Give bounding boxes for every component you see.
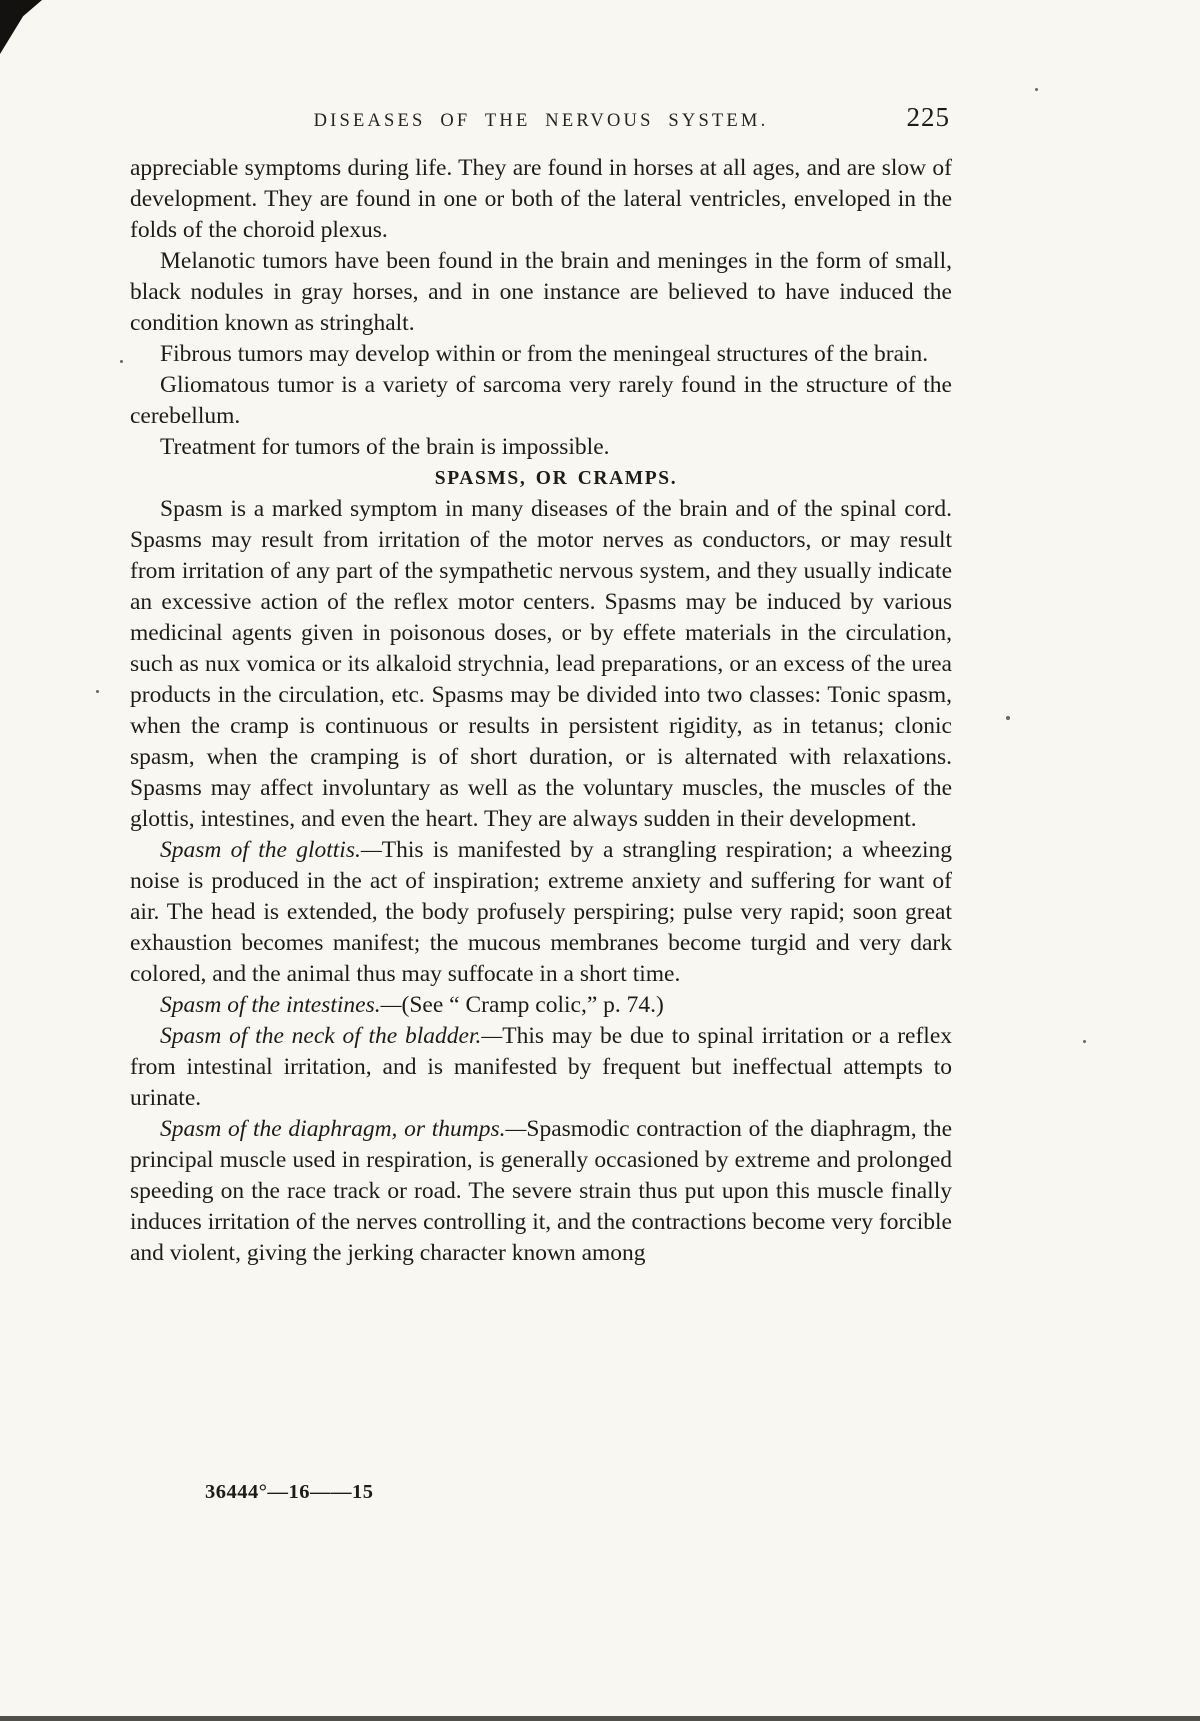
scan-speck	[96, 690, 99, 693]
paragraph-text: This is manifested by a strangling respiration; a wheezing noise is produced in the act of inspiration; extreme anxiety and suffering for want of air. The head is extended, the body profusely perspiring; pulse very rapid; soon great exhaustion becomes manifest; the mucous membranes become turgid and very dark colored, and the animal thus may suffocate in a short time.	[130, 837, 953, 987]
paragraph: Melanotic tumors have been found in the brain and meninges in the form of small, black nodules in gray horses, and in one instance are believed to have induced the condition known as stringhalt.	[130, 248, 952, 336]
paragraph: Spasm is a marked symptom in many diseases of the brain and of the spinal cord. Spasms may result from irritation of the motor nerves as conductors, or may result from irritation of any part of the sympathetic nervous system, and they usually indicate an excessive action of the reflex motor centers. Spasms may be induced by various medicinal agents given in poisonous doses, or by effete materials in the circulation, such as nux vomica or its alkaloid strychnia, lead preparations, or an excess of the urea products in the circulation, etc. Spasms may be divided into two classes: Tonic spasm, when the cramp is continuous or results in persistent rigidity, as in tetanus; clonic spasm, when the cramping is of short duration, or is alternated with relaxations. Spasms may affect involuntary as well as the voluntary muscles, the muscles of the glottis, intestines, and even the heart. They are always sudden in their development.	[130, 496, 952, 832]
scan-speck	[1035, 88, 1038, 91]
paragraph	[130, 1021, 952, 1114]
paragraph: Treatment for tumors of the brain is impossible.	[160, 434, 610, 460]
paragraph-text: This may be due to spinal irritation or a reflex from intestinal irritation, and is manifested by frequent but ineffectual attempts to urinate.	[130, 1023, 952, 1111]
paragraph: appreciable symptoms during life. They are found in horses at all ages, and are slow of development. They are found in one or both of the lateral ventricles, enveloped in the folds of the choroid plexus.	[130, 155, 952, 243]
scan-speck	[1083, 1040, 1086, 1043]
scan-artifact-top-left	[0, 0, 42, 54]
page-header	[130, 102, 952, 140]
scan-artifact-bottom-edge	[0, 1716, 1200, 1721]
section-heading: SPASMS, OR CRAMPS.	[434, 468, 678, 489]
scan-speck	[120, 360, 123, 363]
paragraph	[130, 990, 952, 1021]
paragraph-lead: Spasm of the neck of the bladder.—	[160, 1023, 503, 1049]
paragraph: Fibrous tumors may develop within or from the meningeal structures of the brain.	[160, 341, 929, 367]
paragraph	[130, 1114, 952, 1269]
printers-key: 36444°—16——15	[205, 1481, 374, 1503]
paragraph: Gliomatous tumor is a variety of sarcoma very rarely found in the structure of the cerebellum.	[130, 372, 952, 429]
page-content	[130, 153, 952, 1269]
paragraph-text: (See “ Cramp colic,” p. 74.)	[401, 992, 664, 1018]
paragraph-lead: Spasm of the glottis.—	[160, 837, 382, 863]
page-number: 225	[906, 102, 950, 132]
running-title: DISEASES OF THE NERVOUS SYSTEM.	[313, 111, 769, 131]
paragraph-lead: Spasm of the intestines.—	[160, 992, 402, 1018]
page-footer	[205, 1481, 373, 1504]
paragraph-lead: Spasm of the diaphragm, or thumps.—	[160, 1116, 527, 1142]
scan-speck	[1006, 716, 1010, 720]
paragraph-text: Spasmodic contraction of the diaphragm, the principal muscle used in respiration, is generally occasioned by extreme and prolonged speeding on the race track or road. The severe strain thus put upon this muscle finally induces irritation of the nerves controlling it, and the contractions become very forcible and violent, giving the jerking character known among	[130, 1116, 953, 1266]
paragraph	[130, 835, 952, 990]
